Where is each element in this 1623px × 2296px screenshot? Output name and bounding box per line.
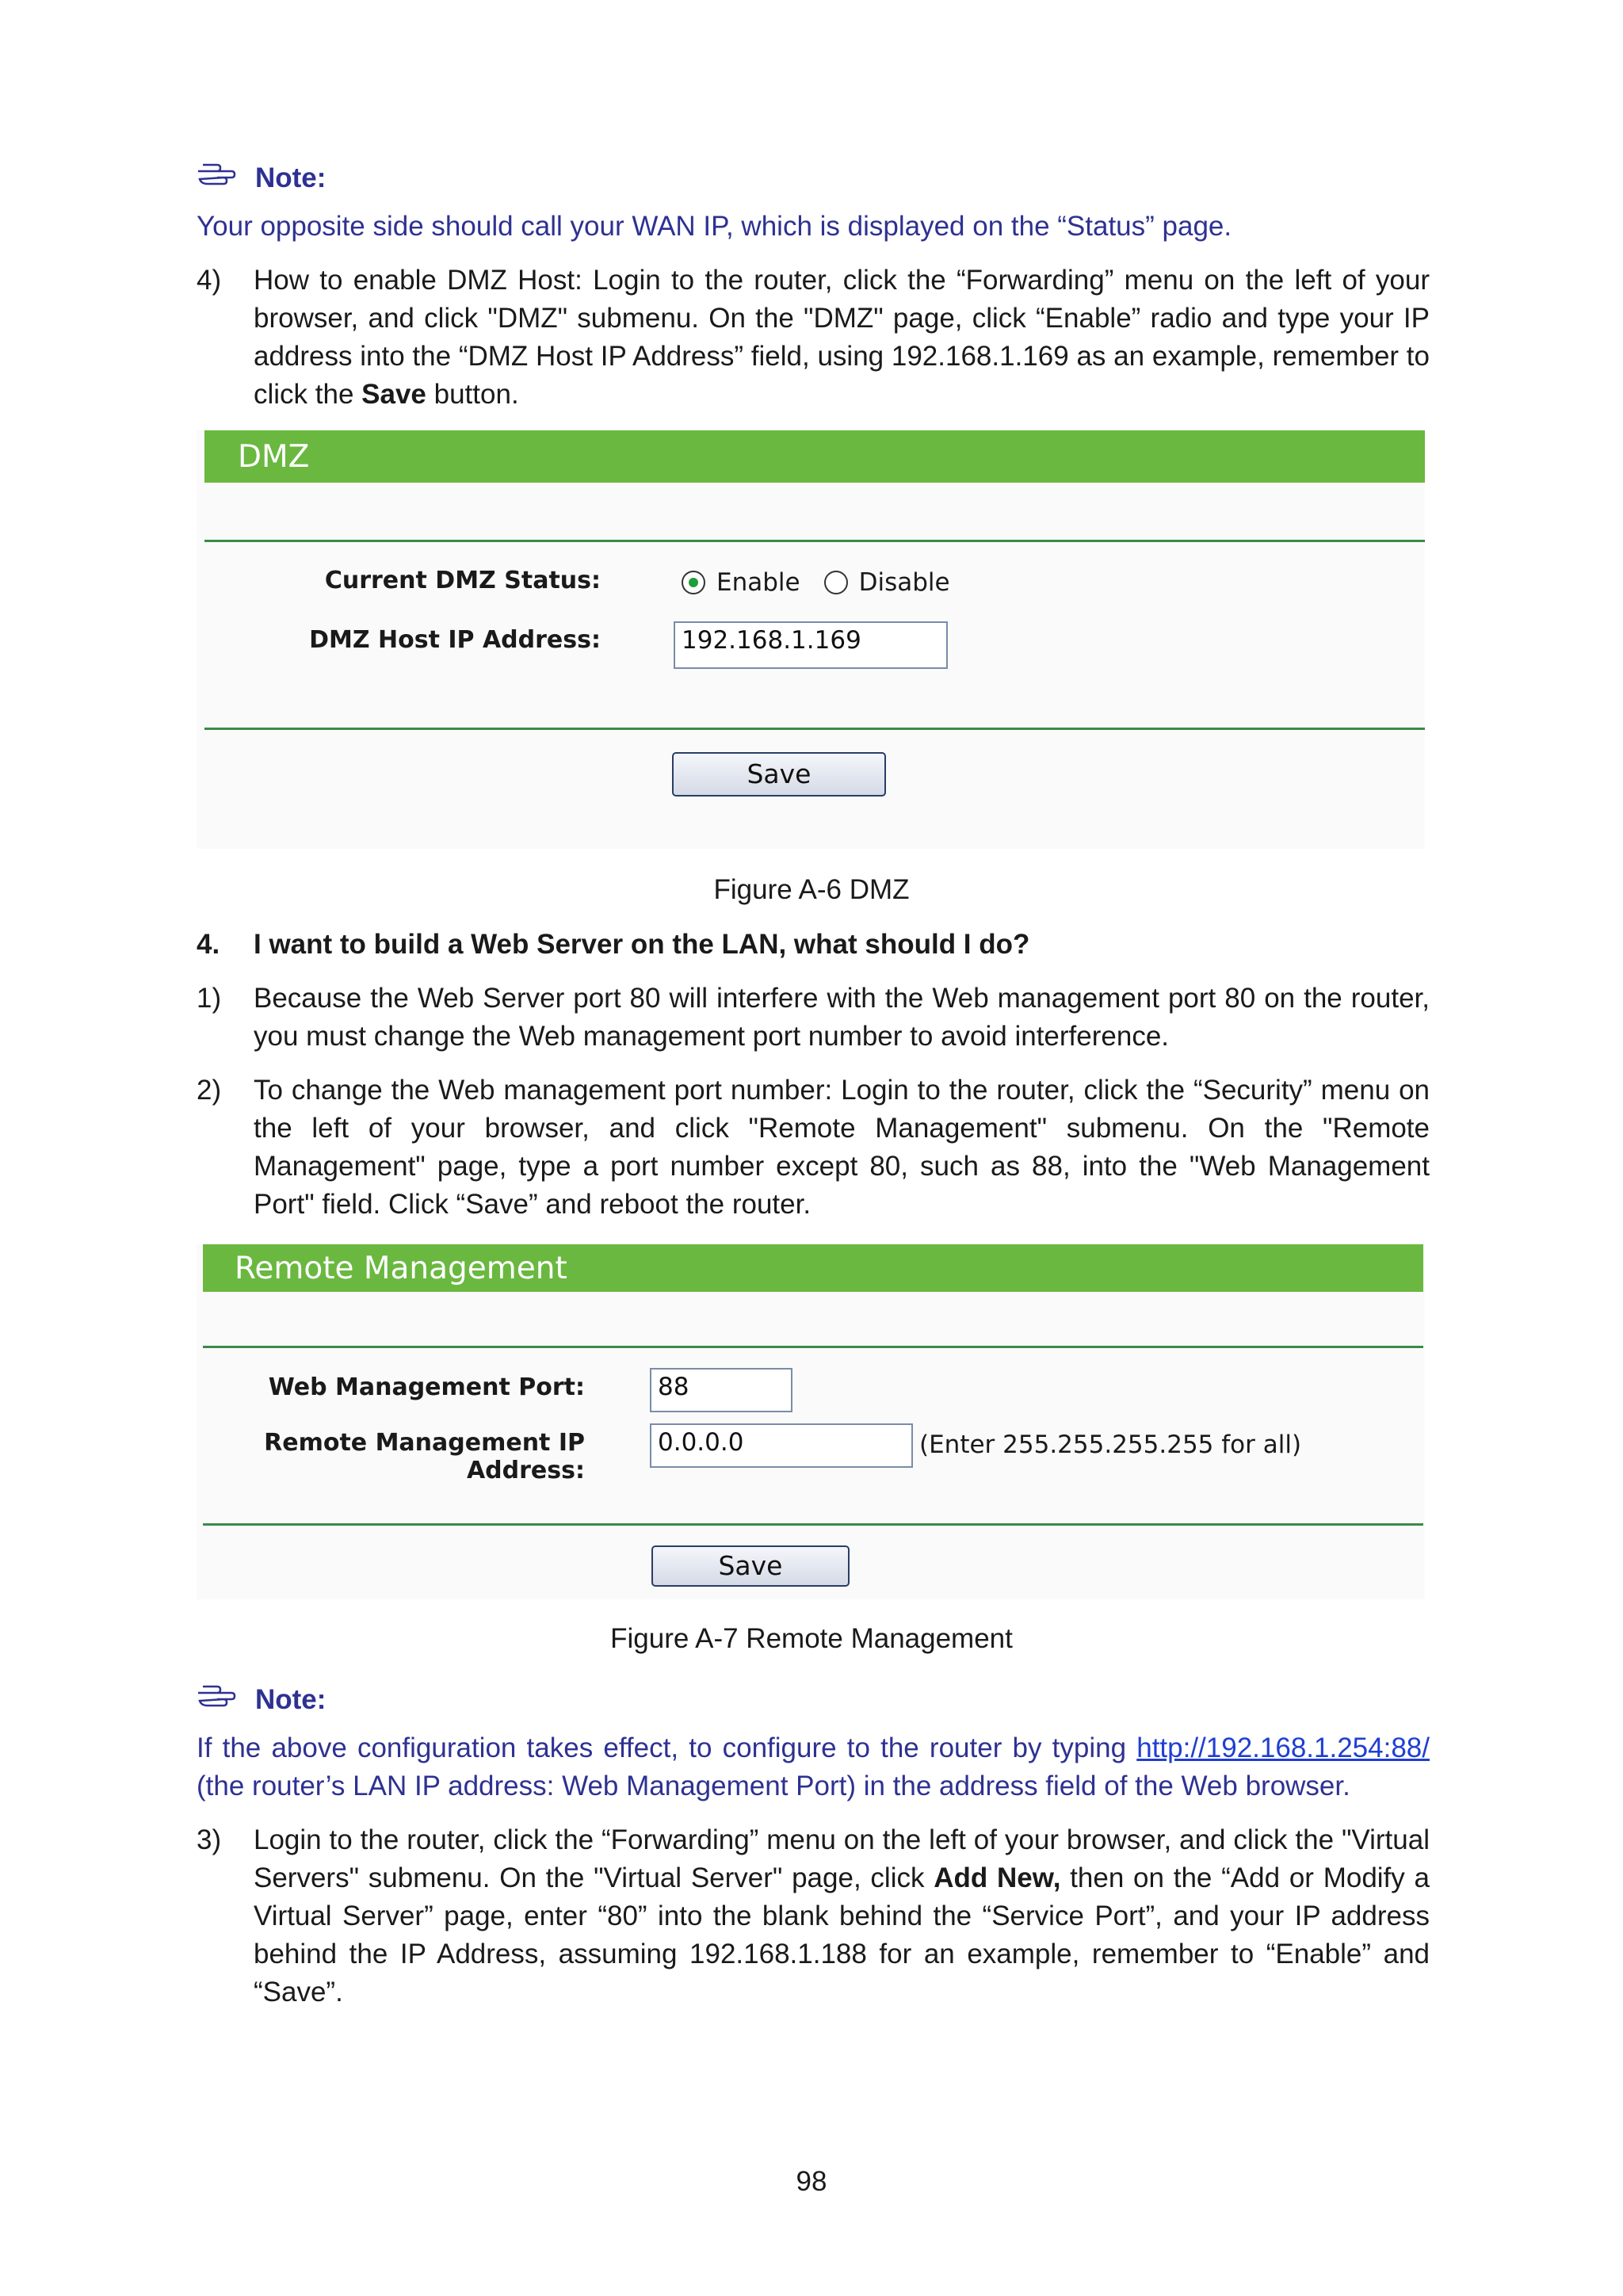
disable-label: Disable (858, 568, 950, 597)
panel-title-bar (204, 430, 1425, 483)
page-number: 98 (796, 2166, 827, 2197)
divider (204, 728, 1425, 730)
section-number: 4. (197, 929, 220, 960)
save-button[interactable]: Save (651, 1545, 850, 1587)
remote-ip-label: Remote Management IP Address: (264, 1429, 585, 1484)
step-2 (197, 1072, 1430, 1224)
section-title: I want to build a Web Server on the LAN, what should I do? (254, 929, 1030, 960)
dmz-status-label: Current DMZ Status: (324, 567, 601, 594)
step-number: 1) (197, 983, 222, 1014)
dmz-ip-label: DMZ Host IP Address: (309, 626, 601, 654)
remote-ip-hint: (Enter 255.255.255.255 for all) (919, 1431, 1302, 1459)
step-dmz (197, 262, 1430, 414)
note-text: Your opposite side should call your WAN IP, which is displayed on the “Status” page. (197, 211, 1232, 242)
router-url-link[interactable]: http://192.168.1.254:88/ (1136, 1733, 1430, 1763)
remote-management-panel (197, 1244, 1425, 1599)
panel-title-bar (203, 1244, 1423, 1292)
panel-title: Remote Management (235, 1250, 567, 1286)
note-label: Note: (255, 162, 327, 193)
remote-ip-input[interactable]: 0.0.0.0 (650, 1423, 913, 1468)
note-text: If the above configuration takes effect, to configure to the router by typing http://192.168.1.254:88/ (the router’s LAN IP address: Web Management Port) in the address field of the Web browser. (197, 1733, 1430, 1801)
step-number: 2) (197, 1075, 222, 1106)
step-3 (197, 1821, 1430, 2011)
enable-radio[interactable] (682, 571, 705, 594)
divider (203, 1346, 1423, 1348)
web-port-input[interactable]: 88 (650, 1368, 792, 1412)
disable-radio[interactable] (824, 571, 848, 594)
divider (204, 540, 1425, 542)
note-heading (197, 162, 326, 194)
bold-term: Save (361, 379, 426, 410)
pointing-hand-icon (197, 162, 238, 194)
panel-title: DMZ (238, 438, 310, 475)
step-1 (197, 980, 1430, 1056)
pointing-hand-icon (197, 1684, 238, 1716)
step-text: Login to the router, click the “Forwarding” menu on the left of your browser, and click the "Virtual Servers" submenu. On the "Virtual Server" page, click Add New, then on the “Add or Modify a Virtual Server” page, enter “80” into the blank behind the “Service Port”, and your IP address behind the IP Address, assuming 192.168.1.188 for an example, remember to “Enable” and “Save”. (254, 1824, 1430, 2008)
save-button[interactable]: Save (672, 752, 886, 797)
dmz-status-options (682, 568, 950, 597)
step-number: 4) (197, 265, 222, 296)
step-text: Because the Web Server port 80 will interfere with the Web management port 80 on the router, you must change the Web management port number to avoid interference. (254, 983, 1430, 1052)
step-text: To change the Web management port number: Login to the router, click the “Security” menu on the left of your browser, and click "Remote Management" submenu. On the "Remote Management" page, type a port number except 80, such as 88, into the "Web Management Port" field. Click “Save” and reboot the router. (254, 1075, 1430, 1220)
dmz-panel (197, 430, 1425, 849)
step-number: 3) (197, 1824, 222, 1855)
note-heading (197, 1684, 326, 1716)
section-heading (197, 926, 1430, 964)
divider (203, 1523, 1423, 1526)
step-text: How to enable DMZ Host: Login to the router, click the “Forwarding” menu on the left of your browser, and click "DMZ" submenu. On the "DMZ" page, click “Enable” radio and type your IP address into the “DMZ Host IP Address” field, using 192.168.1.169 as an example, remember to click the Save button. (254, 265, 1430, 410)
note-label: Note: (255, 1684, 327, 1715)
figure-caption: Figure A-7 Remote Management (610, 1623, 1013, 1654)
dmz-ip-input[interactable]: 192.168.1.169 (674, 621, 948, 669)
bold-term: Add New, (934, 1862, 1061, 1893)
figure-caption: Figure A-6 DMZ (713, 874, 910, 905)
web-port-label: Web Management Port: (268, 1373, 585, 1401)
enable-label: Enable (716, 568, 800, 597)
